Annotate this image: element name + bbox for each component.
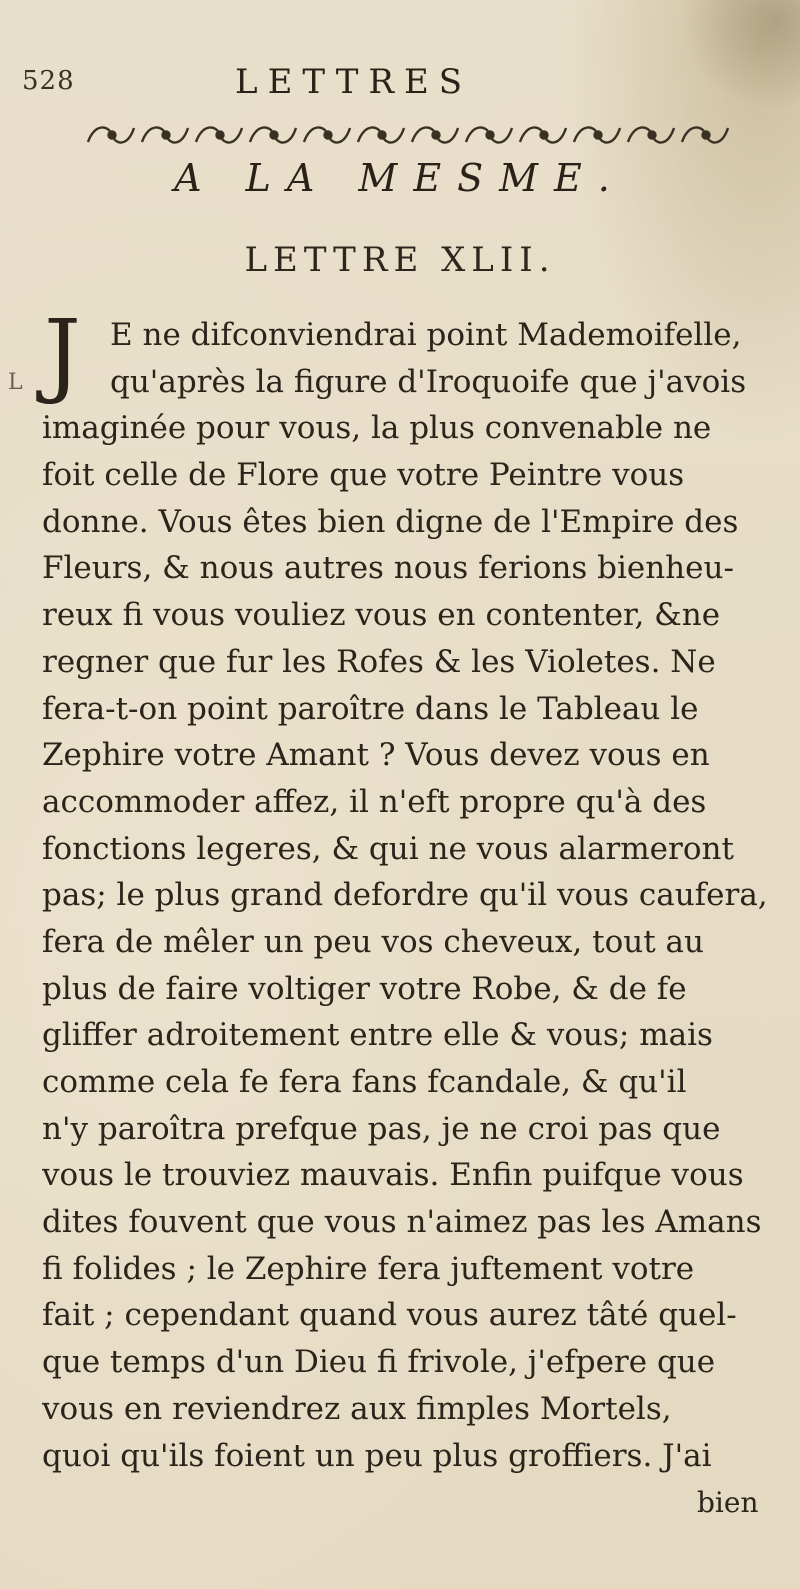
letter-body: [42, 312, 778, 1479]
dedication: A LA MESME.: [174, 156, 626, 200]
text-line: qu'après la figure d'Iroquoife que j'avois: [110, 363, 747, 400]
text-line: Zephire votre Amant ? Vous devez vous en: [42, 737, 710, 774]
text-line: accommoder affez, il n'eft propre qu'à des: [42, 783, 707, 820]
text-line: reux fi vous vouliez vous en contenter, &ne: [42, 597, 721, 634]
text-line: plus de faire voltiger votre Robe, & de fe: [42, 970, 687, 1007]
text-line: fi folides ; le Zephire fera juftement votre: [42, 1250, 695, 1287]
text-line: E ne difconviendrai point Mademoifelle,: [110, 317, 742, 353]
ornament-dot: [163, 132, 170, 139]
ornament-dot: [649, 132, 656, 139]
ornament-dot: [109, 132, 116, 139]
page-number: 528: [22, 66, 75, 96]
ornament-dot: [703, 132, 710, 139]
margin-mark: L: [8, 370, 23, 395]
page-header: [10, 62, 790, 102]
text-line: vous le trouviez mauvais. Enfin puifque vous: [42, 1157, 744, 1194]
ornament-dot: [217, 132, 224, 139]
catchword: bien: [697, 1486, 759, 1519]
ornament-dot: [271, 132, 278, 139]
ornament-dot: [595, 132, 602, 139]
text-line: regner que fur les Rofes & les Violetes. Ne: [42, 643, 716, 680]
text-line: imaginée pour vous, la plus convenable ne: [42, 410, 712, 447]
text-line: pas; le plus grand defordre qu'il vous caufera,: [42, 877, 768, 914]
decorative-band: [82, 118, 738, 152]
drop-cap: J: [44, 300, 81, 407]
ornament-dot: [541, 132, 548, 139]
ornament-dot: [325, 132, 332, 139]
ornament-band-graphic: [82, 118, 738, 152]
text-line: Fleurs, & nous autres nous ferions bienheu-: [42, 550, 734, 587]
ornament-dot: [487, 132, 494, 139]
text-line: dites fouvent que vous n'aimez pas les Amans: [42, 1204, 762, 1241]
text-line: vous en reviendrez aux fimples Mortels,: [42, 1390, 672, 1427]
text-line: comme cela fe fera fans fcandale, & qu'il: [42, 1064, 687, 1100]
text-line: donne. Vous êtes bien digne de l'Empire des: [42, 503, 739, 540]
text-line: foit celle de Flore que votre Peintre vous: [42, 457, 685, 494]
text-line: gliffer adroitement entre elle & vous; mais: [42, 1017, 713, 1054]
letter-number: LETTRE XLII.: [244, 240, 556, 280]
text-line: que temps d'un Dieu fi frivole, j'efpere que: [42, 1344, 716, 1381]
text-line: fera de mêler un peu vos cheveux, tout au: [42, 923, 704, 960]
running-head: LETTRES: [235, 62, 473, 102]
text-line: quoi qu'ils foient un peu plus groffiers. J'ai: [42, 1437, 712, 1474]
ornament-dot: [379, 132, 386, 139]
ornament-dot: [433, 132, 440, 139]
text-line: n'y paroîtra prefque pas, je ne croi pas que: [42, 1110, 721, 1147]
text-line: fera-t-on point paroître dans le Tableau le: [42, 690, 699, 727]
text-line: fait ; cependant quand vous aurez tâté quel-: [42, 1297, 737, 1334]
text-line: fonctions legeres, & qui ne vous alarmeront: [42, 830, 734, 867]
